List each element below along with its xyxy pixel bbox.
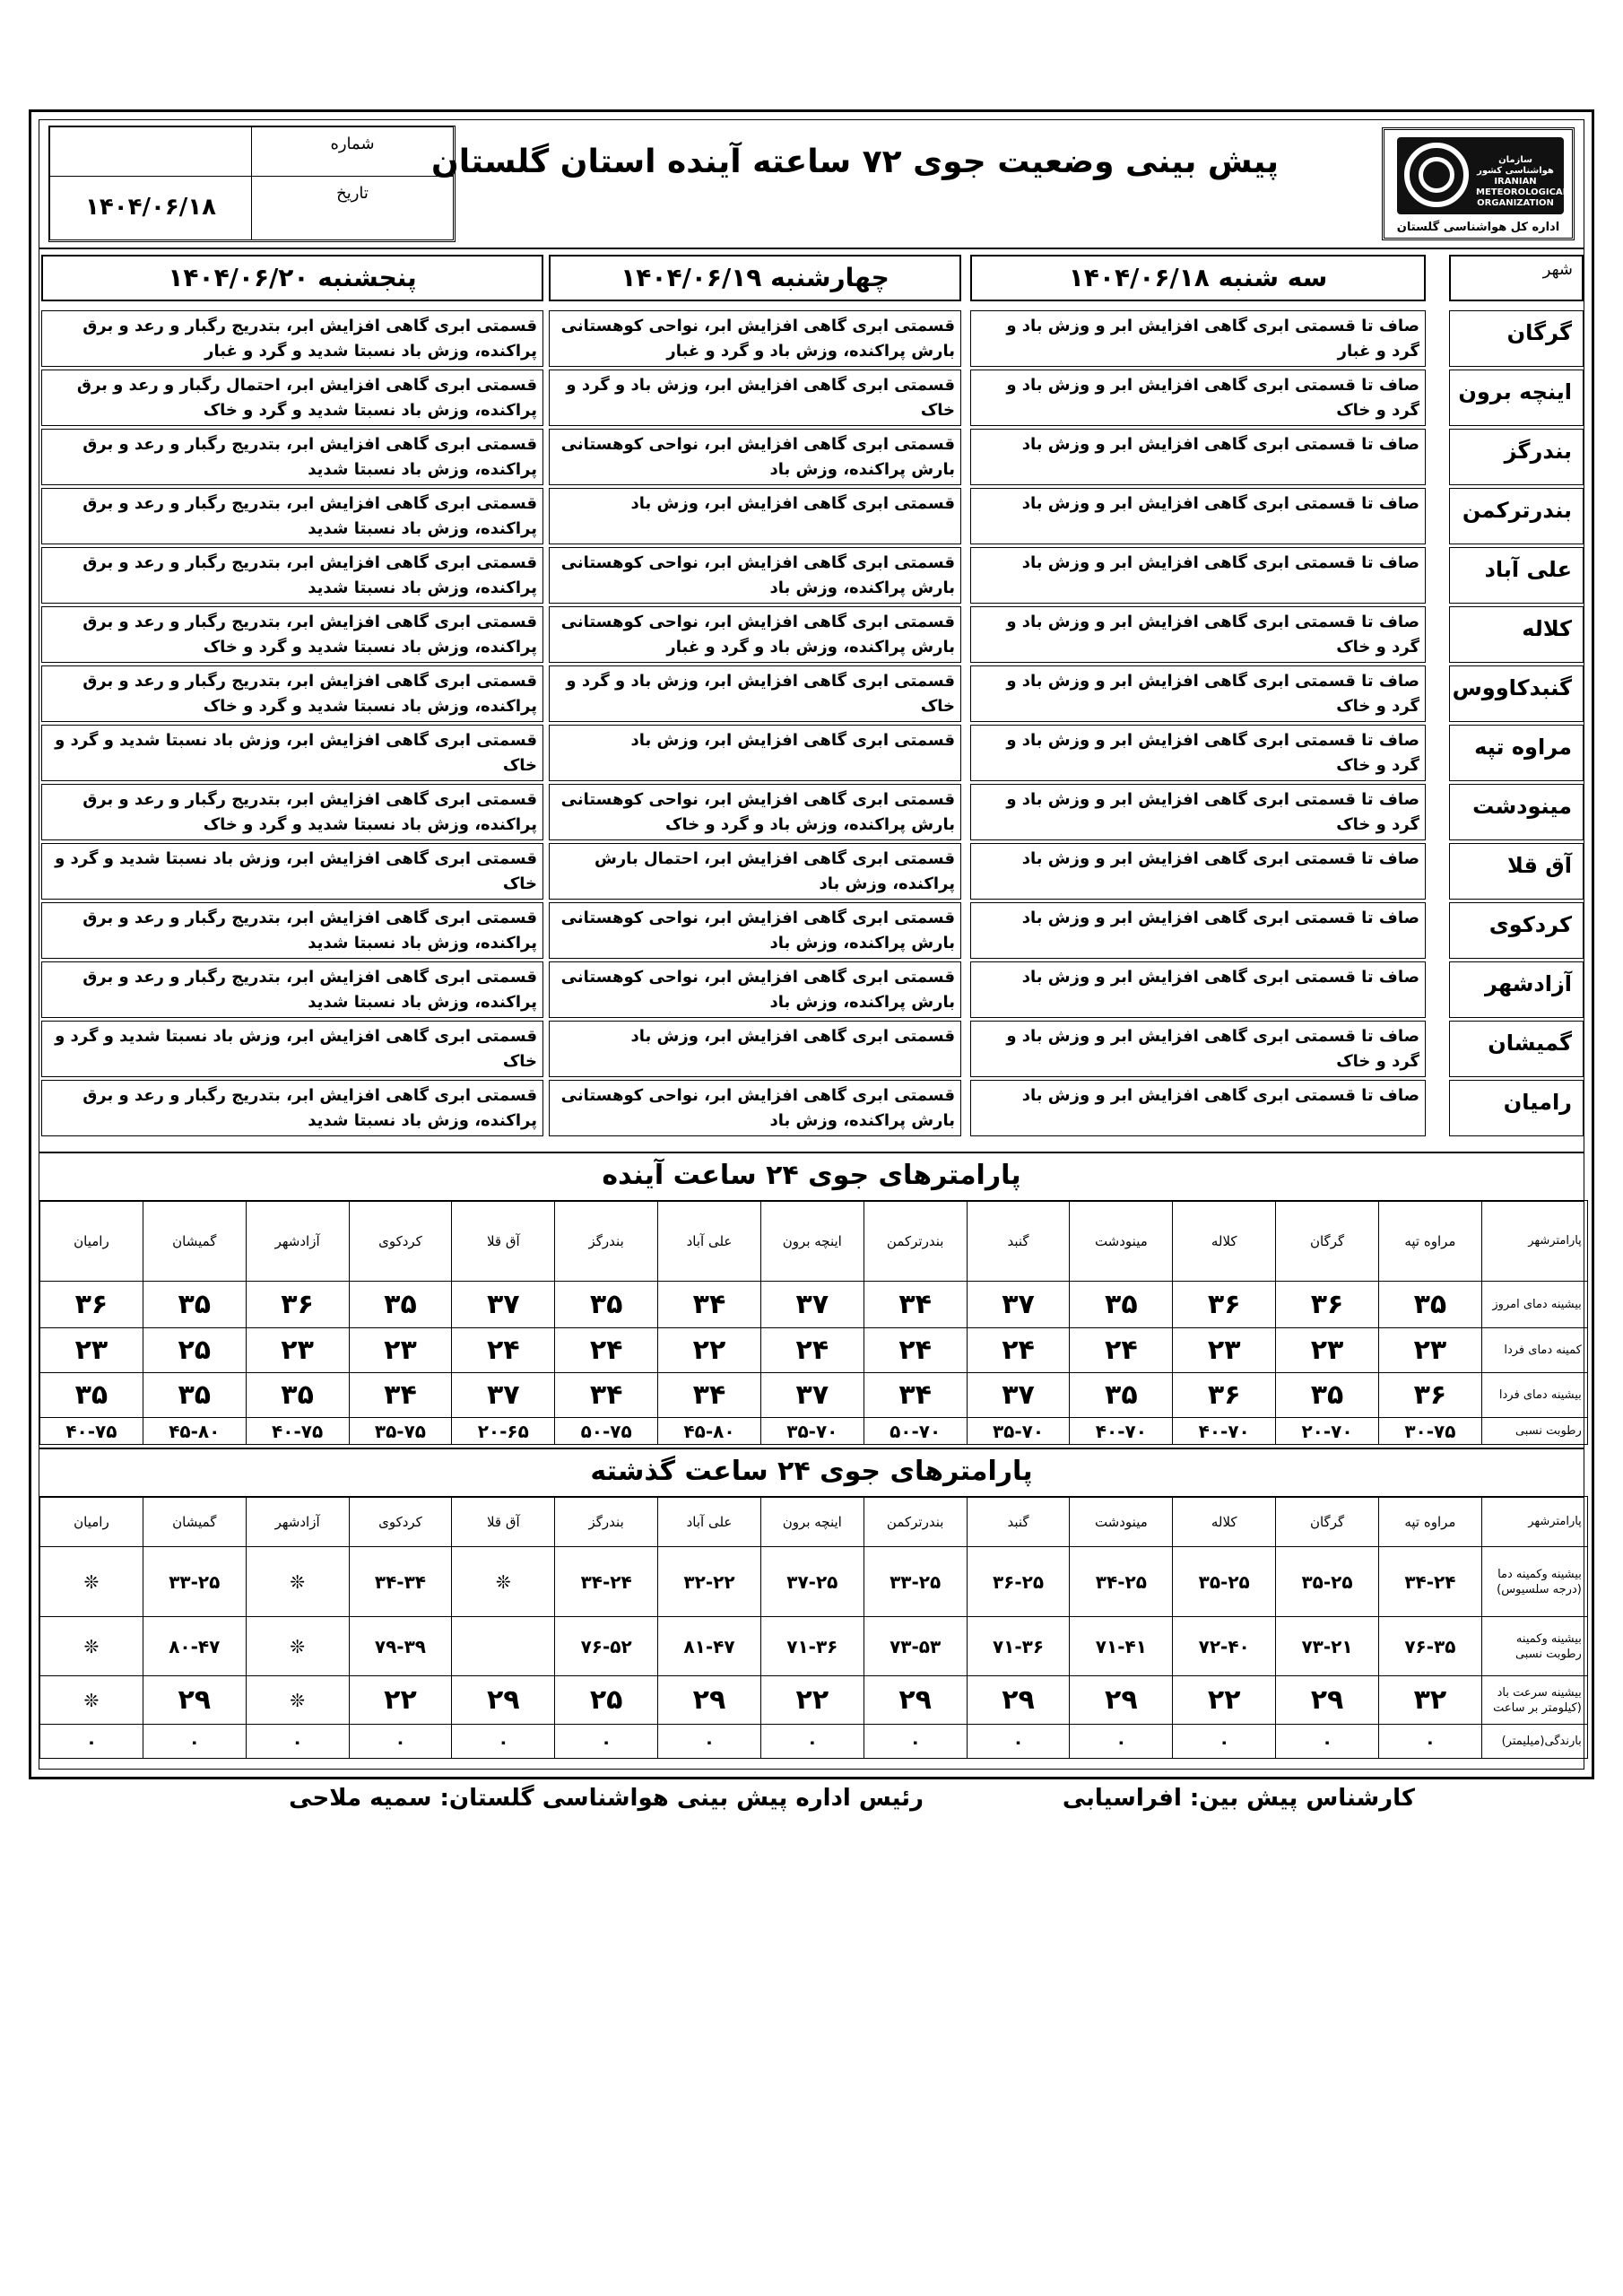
day-header-3: پنجشنبه ۱۴۰۴/۰۶/۲۰ (41, 255, 543, 301)
row-label: بیشینه وکمینه دما (درجه سلسیوس) (1481, 1547, 1587, 1617)
next24-title: پارامترهای جوی ۲۴ ساعت آینده (39, 1152, 1584, 1202)
forecast-row (39, 784, 1584, 843)
city-column-header: آزادشهر (246, 1201, 349, 1282)
city-column-header: رامیان (40, 1201, 143, 1282)
row-label: بیشینه دمای امروز (1481, 1282, 1587, 1328)
table-cell: ۰ (40, 1725, 143, 1759)
past24-title: پارامترهای جوی ۲۴ ساعت گذشته (39, 1448, 1584, 1498)
city-name: رامیان (1449, 1080, 1584, 1136)
row-label: رطوبت نسبی (1481, 1418, 1587, 1445)
table-cell: ۲۹ (864, 1676, 967, 1725)
city-column-header: گرگان (1276, 1497, 1379, 1547)
forecast-day1: صاف تا قسمتی ابری گاهی افزایش ابر و وزش باد و گرد و خاک (970, 725, 1426, 781)
table-cell: ۳۵-۷۰ (760, 1418, 864, 1445)
table-cell: ۲۲ (760, 1676, 864, 1725)
table-cell: ۳۰-۷۵ (1378, 1418, 1481, 1445)
city-column-header: مراوه تپه (1378, 1497, 1481, 1547)
forecast-day1: صاف تا قسمتی ابری گاهی افزایش ابر و وزش باد و گرد و خاک (970, 606, 1426, 663)
table-cell: ۳۷ (760, 1373, 864, 1418)
forecast-row (39, 547, 1584, 606)
table-cell: ۲۹ (1070, 1676, 1173, 1725)
city-column-header: آق قلا (452, 1201, 555, 1282)
table-cell: ۷۶-۳۵ (1378, 1617, 1481, 1676)
forecast-row (39, 370, 1584, 429)
day-header-2: چهارشنبه ۱۴۰۴/۰۶/۱۹ (549, 255, 961, 301)
table-cell: ۳۵ (555, 1282, 658, 1328)
table-cell: ۰ (967, 1725, 1070, 1759)
table-cell: ۳۶ (1276, 1282, 1379, 1328)
forecast-day1: صاف تا قسمتی ابری گاهی افزایش ابر و وزش باد (970, 902, 1426, 959)
city-column-header: گمیشان (143, 1201, 246, 1282)
city-column-header: کلاله (1173, 1201, 1276, 1282)
forecast-day2: قسمتی ابری گاهی افزایش ابر، نواحی کوهستانی بارش پراکنده، وزش باد و گرد و غبار (549, 606, 961, 663)
city-column-header: مراوه تپه (1378, 1201, 1481, 1282)
forecast-day3: قسمتی ابری گاهی افزایش ابر، بتدریج رگبار و رعد و برق پراکنده، وزش باد نسبتا شدید و گرد و خاک (41, 784, 543, 840)
table-cell: ۲۳ (349, 1328, 452, 1373)
table-cell: ۳۴ (555, 1373, 658, 1418)
forecast-day2: قسمتی ابری گاهی افزایش ابر، وزش باد (549, 725, 961, 781)
forecast-day2: قسمتی ابری گاهی افزایش ابر، احتمال بارش پراکنده، وزش باد (549, 843, 961, 900)
table-row (40, 1328, 1588, 1373)
city-column-header: گمیشان (143, 1497, 246, 1547)
city-name: علی آباد (1449, 547, 1584, 604)
forecast-row (39, 725, 1584, 784)
table-cell: ۳۵-۷۵ (349, 1418, 452, 1445)
city-name: گنبدکاووس (1449, 665, 1584, 722)
table-cell: ۴۵-۸۰ (658, 1418, 761, 1445)
table-cell: ۳۴ (864, 1373, 967, 1418)
table-cell: ۳۷-۲۵ (760, 1547, 864, 1617)
next24-table (39, 1200, 1588, 1445)
city-column-header: کلاله (1173, 1497, 1276, 1547)
city-column-header: اینچه برون (760, 1497, 864, 1547)
number-value (49, 126, 252, 177)
table-cell (452, 1617, 555, 1676)
table-cell: ۷۳-۵۳ (864, 1617, 967, 1676)
forecast-day2: قسمتی ابری گاهی افزایش ابر، نواحی کوهستانی بارش پراکنده، وزش باد و گرد و خاک (549, 784, 961, 840)
city-name: آزادشهر (1449, 961, 1584, 1018)
table-cell: ۰ (246, 1725, 349, 1759)
table-cell: ۳۴-۲۴ (1378, 1547, 1481, 1617)
city-column-header: مینودشت (1070, 1201, 1173, 1282)
meta-box (48, 126, 456, 242)
table-row (40, 1547, 1588, 1617)
forecast-day2: قسمتی ابری گاهی افزایش ابر، وزش باد (549, 1021, 961, 1077)
table-cell: ۳۶ (1378, 1373, 1481, 1418)
table-header-row (40, 1201, 1588, 1282)
table-cell: ۲۹ (1276, 1676, 1379, 1725)
city-name: بندرترکمن (1449, 488, 1584, 544)
table-cell: ۷۱-۴۱ (1070, 1617, 1173, 1676)
table-cell: ۳۳-۲۵ (143, 1547, 246, 1617)
city-name: اینچه برون (1449, 370, 1584, 426)
table-cell: ۲۲ (1173, 1676, 1276, 1725)
table-cell: ۷۹-۳۹ (349, 1617, 452, 1676)
forecast-day3: قسمتی ابری گاهی افزایش ابر، احتمال رگبار و رعد و برق پراکنده، وزش باد نسبتا شدید و گرد و خاک (41, 370, 543, 426)
table-cell: ۲۴ (1070, 1328, 1173, 1373)
table-cell: ۲۴ (760, 1328, 864, 1373)
forecast-row (39, 961, 1584, 1021)
forecast-day3: قسمتی ابری گاهی افزایش ابر، بتدریج رگبار و رعد و برق پراکنده، وزش باد نسبتا شدید و گرد و غبار (41, 310, 543, 367)
table-cell: ❊ (452, 1547, 555, 1617)
table-cell: ۲۲ (349, 1676, 452, 1725)
table-cell: ۳۲-۲۲ (658, 1547, 761, 1617)
table-row (40, 1418, 1588, 1445)
forecast-day2: قسمتی ابری گاهی افزایش ابر، وزش باد و گرد و خاک (549, 370, 961, 426)
table-cell: ۲۹ (143, 1676, 246, 1725)
forecast-day3: قسمتی ابری گاهی افزایش ابر، بتدریج رگبار و رعد و برق پراکنده، وزش باد نسبتا شدید (41, 429, 543, 485)
city-column-header: آزادشهر (246, 1497, 349, 1547)
table-cell: ۴۰-۷۵ (40, 1418, 143, 1445)
table-cell: ۲۴ (864, 1328, 967, 1373)
city-column-header: بندرترکمن (864, 1497, 967, 1547)
forecast-day3: قسمتی ابری گاهی افزایش ابر، بتدریج رگبار و رعد و برق پراکنده، وزش باد نسبتا شدید و گرد و خاک (41, 665, 543, 722)
table-cell: ۳۳-۲۵ (864, 1547, 967, 1617)
table-cell: ۰ (658, 1725, 761, 1759)
city-column-header: مینودشت (1070, 1497, 1173, 1547)
table-cell: ۳۶ (40, 1282, 143, 1328)
forecast-day2: قسمتی ابری گاهی افزایش ابر، نواحی کوهستانی بارش پراکنده، وزش باد (549, 961, 961, 1018)
city-name: مینودشت (1449, 784, 1584, 840)
table-cell: ۲۵ (143, 1328, 246, 1373)
city-name: مراوه تپه (1449, 725, 1584, 781)
table-cell: ۰ (349, 1725, 452, 1759)
city-name: گرگان (1449, 310, 1584, 367)
table-cell: ۲۳ (40, 1328, 143, 1373)
forecast-row (39, 843, 1584, 902)
table-cell: ۲۹ (967, 1676, 1070, 1725)
city-name: گمیشان (1449, 1021, 1584, 1077)
date-value: ۱۴۰۴/۰۶/۱۸ (49, 176, 252, 240)
table-cell: ۴۵-۸۰ (143, 1418, 246, 1445)
table-cell: ۳۵-۷۰ (967, 1418, 1070, 1445)
document-frame (29, 109, 1594, 1779)
forecast-row (39, 429, 1584, 488)
table-cell: ۷۶-۵۲ (555, 1617, 658, 1676)
row-label: کمینه دمای فردا (1481, 1328, 1587, 1373)
city-column-header: بندرترکمن (864, 1201, 967, 1282)
table-cell: ۰ (864, 1725, 967, 1759)
table-cell: ۳۷ (967, 1282, 1070, 1328)
forecast-day2: قسمتی ابری گاهی افزایش ابر، نواحی کوهستانی بارش پراکنده، وزش باد (549, 429, 961, 485)
table-cell: ۴۰-۷۰ (1070, 1418, 1173, 1445)
forecast-day3: قسمتی ابری گاهی افزایش ابر، وزش باد نسبتا شدید و گرد و خاک (41, 1021, 543, 1077)
table-cell: ۰ (1276, 1725, 1379, 1759)
forecast-row (39, 310, 1584, 370)
table-header-row (40, 1497, 1588, 1547)
table-cell: ۳۲ (1378, 1676, 1481, 1725)
forecast-day1: صاف تا قسمتی ابری گاهی افزایش ابر و وزش باد و گرد و خاک (970, 1021, 1426, 1077)
table-cell: ۲۲ (658, 1328, 761, 1373)
table-cell: ۵۰-۷۰ (864, 1418, 967, 1445)
table-cell: ۰ (1378, 1725, 1481, 1759)
table-cell: ۰ (760, 1725, 864, 1759)
forecast-row (39, 665, 1584, 725)
table-cell: ❊ (40, 1547, 143, 1617)
table-cell: ❊ (246, 1617, 349, 1676)
table-cell: ۳۵ (143, 1282, 246, 1328)
table-cell: ۳۵ (1276, 1373, 1379, 1418)
table-cell: ۳۶-۲۵ (967, 1547, 1070, 1617)
forecast-day2: قسمتی ابری گاهی افزایش ابر، نواحی کوهستانی بارش پراکنده، وزش باد (549, 902, 961, 959)
forecast-day1: صاف تا قسمتی ابری گاهی افزایش ابر و وزش باد (970, 961, 1426, 1018)
forecast-day2: قسمتی ابری گاهی افزایش ابر، وزش باد (549, 488, 961, 544)
forecast-day1: صاف تا قسمتی ابری گاهی افزایش ابر و وزش باد و گرد و خاک (970, 784, 1426, 840)
forecast-day3: قسمتی ابری گاهی افزایش ابر، وزش باد نسبتا شدید و گرد و خاک (41, 725, 543, 781)
table-cell: ۳۴ (349, 1373, 452, 1418)
table-cell: ۳۴ (658, 1282, 761, 1328)
forecaster-signature: کارشناس پیش بین: افراسیابی (1062, 1785, 1415, 1812)
page-title: پیش بینی وضعیت جوی ۷۲ ساعته آینده استان گلستان (431, 144, 1279, 180)
past24-table (39, 1496, 1588, 1759)
table-cell: ۲۹ (452, 1676, 555, 1725)
table-cell: ۳۴-۲۴ (555, 1547, 658, 1617)
city-column-header: کردکوی (349, 1201, 452, 1282)
table-cell: ۲۹ (658, 1676, 761, 1725)
forecast-row (39, 606, 1584, 665)
row-label: بیشینه وکمینه رطوبت نسبی (1481, 1617, 1587, 1676)
row-label: بارندگی(میلیمتر) (1481, 1725, 1587, 1759)
forecast-day1: صاف تا قسمتی ابری گاهی افزایش ابر و وزش باد (970, 488, 1426, 544)
forecast-day2: قسمتی ابری گاهی افزایش ابر، نواحی کوهستانی بارش پراکنده، وزش باد (549, 547, 961, 604)
document-inner-frame (39, 119, 1584, 1770)
table-cell: ۳۶ (1173, 1282, 1276, 1328)
forecast-day1: صاف تا قسمتی ابری گاهی افزایش ابر و وزش باد و گرد و خاک (970, 665, 1426, 722)
table-row (40, 1617, 1588, 1676)
table-cell: ۰ (1173, 1725, 1276, 1759)
table-cell: ۸۱-۴۷ (658, 1617, 761, 1676)
table-cell: ❊ (40, 1676, 143, 1725)
city-column-header: بندرگز (555, 1201, 658, 1282)
org-name: اداره کل هواشناسی گلستان (1396, 221, 1560, 234)
table-cell: ۳۷ (760, 1282, 864, 1328)
table-row (40, 1725, 1588, 1759)
city-column-header: اینچه برون (760, 1201, 864, 1282)
header (39, 120, 1584, 249)
city-name: کلاله (1449, 606, 1584, 663)
city-column-header: گرگان (1276, 1201, 1379, 1282)
table-cell: ۲۵ (555, 1676, 658, 1725)
table-cell: ۳۵ (246, 1373, 349, 1418)
table-cell: ۴۰-۷۰ (1173, 1418, 1276, 1445)
table-cell: ❊ (246, 1547, 349, 1617)
forecast-row (39, 488, 1584, 547)
row-label: بیشینه دمای فردا (1481, 1373, 1587, 1418)
city-column-header: گنبد (967, 1201, 1070, 1282)
corner-label: پارامترشهر (1481, 1201, 1587, 1282)
forecast-row (39, 1080, 1584, 1139)
table-cell: ۴۰-۷۵ (246, 1418, 349, 1445)
table-cell: ۲۰-۶۵ (452, 1418, 555, 1445)
table-cell: ۳۷ (452, 1373, 555, 1418)
city-column-header: آق قلا (452, 1497, 555, 1547)
table-cell: ۲۴ (555, 1328, 658, 1373)
forecast-day1: صاف تا قسمتی ابری گاهی افزایش ابر و وزش باد (970, 547, 1426, 604)
number-label: شماره (251, 126, 454, 177)
org-logo (1382, 127, 1575, 240)
table-cell: ۳۷ (967, 1373, 1070, 1418)
table-cell: ۳۶ (246, 1282, 349, 1328)
day-header-1: سه شنبه ۱۴۰۴/۰۶/۱۸ (970, 255, 1426, 301)
forecast-day3: قسمتی ابری گاهی افزایش ابر، بتدریج رگبار و رعد و برق پراکنده، وزش باد نسبتا شدید (41, 488, 543, 544)
table-row (40, 1676, 1588, 1725)
table-cell: ❊ (40, 1617, 143, 1676)
city-column-header: بندرگز (555, 1497, 658, 1547)
meteorology-seal-icon (1397, 137, 1569, 214)
table-cell: ۳۴-۳۴ (349, 1547, 452, 1617)
table-cell: ۳۵ (1378, 1282, 1481, 1328)
city-column-header: رامیان (40, 1497, 143, 1547)
city-column-header: کردکوی (349, 1497, 452, 1547)
table-cell: ۰ (143, 1725, 246, 1759)
table-cell: ۵۰-۷۵ (555, 1418, 658, 1445)
forecast-day2: قسمتی ابری گاهی افزایش ابر، وزش باد و گرد و خاک (549, 665, 961, 722)
table-cell: ۳۵ (1070, 1373, 1173, 1418)
table-cell: ۳۶ (1173, 1373, 1276, 1418)
forecast-row (39, 902, 1584, 961)
city-column-header: گنبد (967, 1497, 1070, 1547)
table-cell: ۲۴ (967, 1328, 1070, 1373)
city-column-header: علی آباد (658, 1497, 761, 1547)
city-name: بندرگز (1449, 429, 1584, 485)
table-cell: ۳۵ (349, 1282, 452, 1328)
city-name: آق قلا (1449, 843, 1584, 900)
table-cell: ۲۴ (452, 1328, 555, 1373)
forecast-day3: قسمتی ابری گاهی افزایش ابر، بتدریج رگبار و رعد و برق پراکنده، وزش باد نسبتا شدید و گرد و خاک (41, 606, 543, 663)
forecast-day1: صاف تا قسمتی ابری گاهی افزایش ابر و وزش باد (970, 429, 1426, 485)
table-cell: ۷۳-۲۱ (1276, 1617, 1379, 1676)
table-cell: ۰ (452, 1725, 555, 1759)
forecast-day3: قسمتی ابری گاهی افزایش ابر، بتدریج رگبار و رعد و برق پراکنده، وزش باد نسبتا شدید (41, 1080, 543, 1136)
forecast-row (39, 1021, 1584, 1080)
table-cell: ۲۰-۷۰ (1276, 1418, 1379, 1445)
city-column-header: علی آباد (658, 1201, 761, 1282)
logo-text: سازمان هواشناسی کشور IRANIAN METEOROLOGICAL ORGANIZATION (1476, 155, 1569, 208)
table-cell: ۳۴-۲۵ (1070, 1547, 1173, 1617)
table-cell: ۸۰-۴۷ (143, 1617, 246, 1676)
table-row (40, 1282, 1588, 1328)
date-label: تاریخ (251, 176, 454, 240)
head-signature: رئیس اداره پیش بینی هواشناسی گلستان: سمیه ملاحی (289, 1785, 924, 1812)
table-cell: ۳۴ (864, 1282, 967, 1328)
forecast-day2: قسمتی ابری گاهی افزایش ابر، نواحی کوهستانی بارش پراکنده، وزش باد (549, 1080, 961, 1136)
table-cell: ۳۷ (452, 1282, 555, 1328)
table-cell: ۳۵ (40, 1373, 143, 1418)
table-cell: ۳۵-۲۵ (1173, 1547, 1276, 1617)
forecast-day1: صاف تا قسمتی ابری گاهی افزایش ابر و وزش باد و گرد و غبار (970, 310, 1426, 367)
table-cell: ۰ (555, 1725, 658, 1759)
table-cell: ۲۳ (1378, 1328, 1481, 1373)
table-cell: ۳۴ (658, 1373, 761, 1418)
forecast-day2: قسمتی ابری گاهی افزایش ابر، نواحی کوهستانی بارش پراکنده، وزش باد و گرد و غبار (549, 310, 961, 367)
table-cell: ۳۵ (143, 1373, 246, 1418)
table-cell: ۷۲-۴۰ (1173, 1617, 1276, 1676)
table-cell: ۳۵ (1070, 1282, 1173, 1328)
forecast-day3: قسمتی ابری گاهی افزایش ابر، بتدریج رگبار و رعد و برق پراکنده، وزش باد نسبتا شدید (41, 961, 543, 1018)
forecast-day3: قسمتی ابری گاهی افزایش ابر، بتدریج رگبار و رعد و برق پراکنده، وزش باد نسبتا شدید (41, 547, 543, 604)
city-column-header: شهر (1449, 255, 1584, 301)
table-cell: ❊ (246, 1676, 349, 1725)
corner-label: پارامترشهر (1481, 1497, 1587, 1547)
city-name: کردکوی (1449, 902, 1584, 959)
forecast-day1: صاف تا قسمتی ابری گاهی افزایش ابر و وزش باد و گرد و خاک (970, 370, 1426, 426)
table-row (40, 1373, 1588, 1418)
forecast-day1: صاف تا قسمتی ابری گاهی افزایش ابر و وزش باد (970, 1080, 1426, 1136)
table-cell: ۲۳ (246, 1328, 349, 1373)
forecast-day3: قسمتی ابری گاهی افزایش ابر، بتدریج رگبار و رعد و برق پراکنده، وزش باد نسبتا شدید (41, 902, 543, 959)
forecast-day3: قسمتی ابری گاهی افزایش ابر، وزش باد نسبتا شدید و گرد و خاک (41, 843, 543, 900)
table-cell: ۰ (1070, 1725, 1173, 1759)
table-cell: ۲۳ (1276, 1328, 1379, 1373)
table-cell: ۳۵-۲۵ (1276, 1547, 1379, 1617)
table-cell: ۷۱-۳۶ (760, 1617, 864, 1676)
forecast-day1: صاف تا قسمتی ابری گاهی افزایش ابر و وزش باد (970, 843, 1426, 900)
row-label: بیشینه سرعت باد (کیلومتر بر ساعت (1481, 1676, 1587, 1725)
table-cell: ۷۱-۳۶ (967, 1617, 1070, 1676)
table-cell: ۲۳ (1173, 1328, 1276, 1373)
